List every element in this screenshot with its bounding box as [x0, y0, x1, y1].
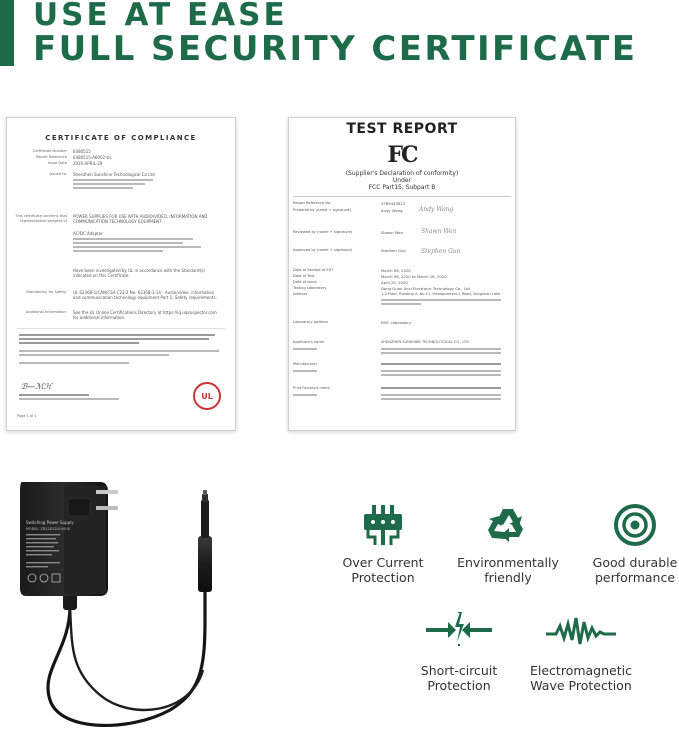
cert-report-label: Report Reference [35, 155, 67, 159]
tr-ref: 4789443823 [381, 201, 406, 206]
power-adapter-illustration [0, 470, 240, 733]
feature-durable [584, 503, 679, 585]
tr-test-label: Date of Test [293, 274, 315, 278]
cert-report: E480515-A6002-UL [73, 155, 112, 160]
feature-label-line-1: Short-circuit [420, 663, 498, 678]
fcc-test-report [288, 117, 516, 431]
cert-date: 2020-APRIL-29 [73, 161, 103, 166]
waveform-icon [544, 610, 618, 650]
cert-signature: ℬ—ℳℋ [21, 382, 52, 391]
tr-receipt-label: Date of Receipt of EUT [293, 268, 334, 272]
tr-reviewed: Shawn Wen [381, 230, 404, 235]
cert-certifies-label: This certificate confirms that representative samples of [15, 214, 67, 223]
feature-over-current [338, 503, 428, 585]
ul-listing-badge: UL [193, 382, 221, 410]
cert-additional: See the UL Online Certifications Directory at https://iq.ulprospector.com for additional information. [73, 310, 217, 320]
tr-issue: April 25, 2020 [381, 280, 408, 285]
over-current-protection-icon [360, 503, 406, 547]
feature-label-line-2: Protection [427, 678, 491, 693]
recycle-icon [485, 503, 531, 547]
short-circuit-icon [424, 610, 494, 650]
tr-applicant: SHENZHEN SUNSHINE TECHNOLOGICAL CO., LTD [381, 340, 469, 344]
headline-accent-bar [0, 0, 14, 66]
tr-prepared-signature: Andy Wang [419, 206, 454, 213]
cert-issued-label: Issued to: [49, 172, 67, 176]
target-icon [612, 503, 658, 547]
test-report-sub-2: Under [392, 177, 412, 184]
cert-standards-label: Standard(s) for Safety: [26, 290, 67, 294]
cert-investigated: Have been investigated by UL in accordance with the Standard(s) indicated on this Certificate. [73, 268, 205, 278]
headline-line-1: USE AT EASE [33, 0, 288, 33]
certificate-of-compliance [6, 117, 236, 431]
cert-standards: UL 62368-1/CAN/CSA C22.2 No. 62368-1-14 - Audio/video, information and communication technology equipment Part 1: Safety requirements. [73, 290, 217, 300]
feature-label-line-1: Good durable [592, 555, 678, 570]
tr-ref-label: Report Reference No. [293, 201, 332, 205]
test-report-sub-3: FCC Part15, Subpart B [368, 184, 436, 191]
cert-product-type: AC/DC Adapter [73, 231, 103, 236]
tr-applicant-label: Applicant's name [293, 340, 325, 344]
cert-date-label: Issue Date [47, 161, 67, 165]
feature-label-line-1: Over Current [342, 555, 424, 570]
tr-lab-label: Testing Laboratory [293, 286, 327, 290]
feature-label-line-2: Protection [351, 570, 415, 585]
test-report-sub-1: (Supplier's Declaration of conformity) [345, 170, 459, 177]
feature-label-line-2: friendly [484, 570, 532, 585]
tr-prepared-label: Prepared by (name + signature) [293, 208, 351, 212]
test-report-title: TEST REPORT [346, 121, 458, 137]
feature-short-circuit [414, 610, 504, 693]
adapter-label-line-1: Switching Power Supply [26, 520, 74, 525]
tr-test: March 06, 2020 to March 16, 2020 [381, 274, 447, 279]
adapter-label-line-2: MODEL: ZD12D120100US [26, 527, 70, 531]
cert-issued-to: Shenzhen Sunshine Technological Co Ltd [73, 172, 155, 177]
feature-label-line-1: Environmentally [457, 555, 559, 570]
cert-number-label: Certificate Number [32, 149, 67, 153]
tr-manufacturer-label: Manufacturer [293, 362, 318, 366]
tr-approved: Stephen Guo [381, 248, 406, 253]
feature-label-line-2: Wave Protection [530, 678, 632, 693]
tr-factory-label: Print Factory's name [293, 386, 330, 390]
feature-eco-friendly [448, 503, 568, 585]
headline-line-2: FULL SECURITY CERTIFICATE [33, 29, 638, 69]
fcc-logo: FC [387, 142, 417, 168]
tr-receipt: March 06, 2020 [381, 268, 411, 273]
tr-address: 1-2 Floor, Building A, No.11, Headquarters 2 Road, Songshan Lake [381, 292, 501, 296]
tr-issue-label: Date of Issue [293, 280, 317, 284]
cert-number: E480515 [73, 149, 91, 154]
tr-approved-signature: Stephen Guo [421, 248, 461, 255]
tr-approved-label: Approved by (name + signature) [293, 248, 353, 252]
tr-location-label: Laboratory location [293, 320, 328, 324]
feature-electromagnetic [520, 610, 642, 693]
cert-additional-label: Additional Information: [25, 310, 67, 314]
tr-reviewed-signature: Shawn Wen [421, 228, 457, 235]
cert-product: POWER SUPPLIES FOR USE WITH AUDIO/VIDEO, INFORMATION AND COMMUNICATION TECHNOLOGY EQUIPMENT [73, 214, 208, 224]
feature-label-line-1: Electromagnetic [530, 663, 632, 678]
tr-prepared: Andy Wang [381, 208, 403, 213]
certificate-title: CERTIFICATE OF COMPLIANCE [45, 134, 197, 142]
tr-address-label: Address [293, 292, 308, 296]
tr-lab: Dong Guan Anci Electronic Technology Co., Ltd [381, 286, 470, 291]
feature-label-line-2: performance [594, 570, 676, 585]
tr-reviewed-label: Reviewed by (name + signature) [293, 230, 353, 234]
tr-location: EMC Laboratory [381, 320, 412, 325]
cert-page-number: Page 1 of 1 [17, 414, 37, 418]
